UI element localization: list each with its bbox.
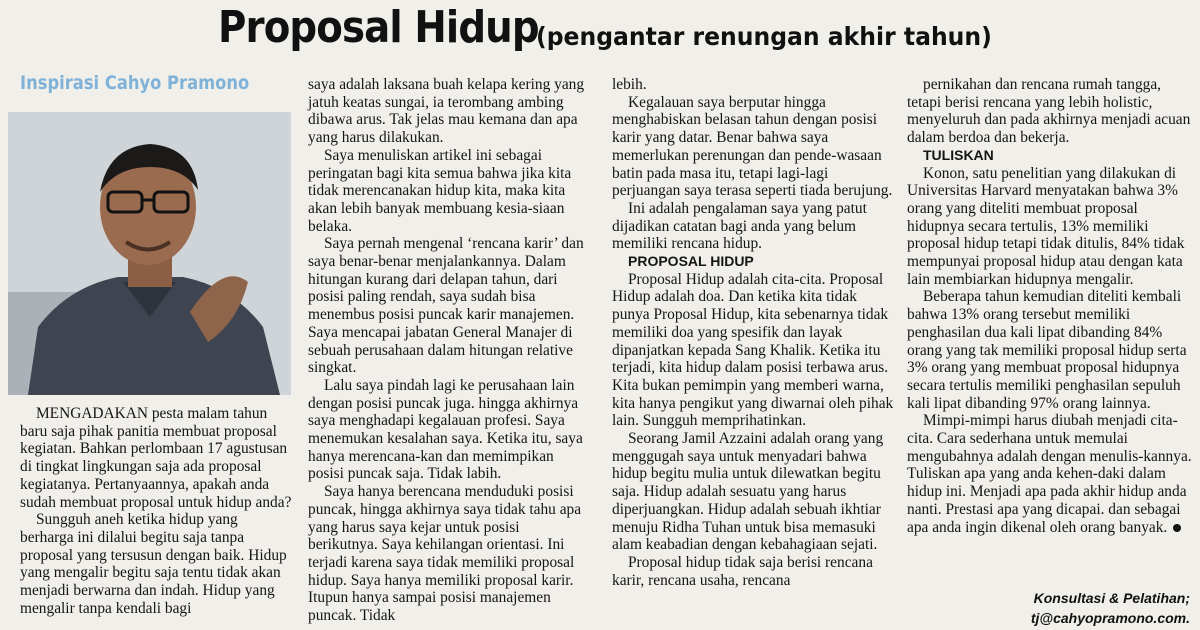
paragraph: Seorang Jamil Azzaini adalah orang yang menggugah saya untuk menyadari bahwa hidup begitu mulia untuk dilewatkan begitu saja. Hidup adalah sesuatu yang harus diperjuangkan. Hidup adalah sebuah ikhtiar menuju Ridha Tuhan untuk bisa memasuki alam keabadian dengan kebahagiaan sejati.	[612, 430, 884, 554]
paragraph: Saya hanya berencana menduduki posisi puncak, hingga akhirnya saya tidak tahu apa yang harus saya kejar untuk posisi berikutnya. Saya kehilangan orientasi. Ini terjadi karena saya tidak memiliki proposal hidup. Saya hanya memiliki proposal karir. Itupun hanya sampai posisi manajemen puncak. Tidak	[308, 483, 582, 625]
paragraph-last	[907, 412, 1192, 536]
column-2	[308, 76, 593, 625]
column-4	[907, 76, 1192, 536]
paragraph: Saya pernah mengenal ‘rencana karir’ dan saya benar-benar menjalankannya. Dalam hitungan kurang dari delapan tahun, dari posisi paling rendah, saya sudah bisa menembus posisi puncak karir manajemen. Saya mencapai jabatan General Manajer di sebuah perusahaan dalam hitungan relative singkat.	[308, 235, 584, 377]
column-kicker: Inspirasi Cahyo Pramono	[20, 72, 250, 94]
paragraph: Proposal Hidup adalah cita-cita. Proposal Hidup adalah doa. Dan ketika kita tidak punya Proposal Hidup, kita sebenarnya tidak memiliki doa yang spesifik dan layak dipanjatkan kepada Sang Khalik. Ketika itu terjadi, kita hidup dalam posisi terbawa arus. Kita bukan pemimpin yang memberi warna, kita hanya pengikut yang diwarnai oleh pihak lain. Sungguh memprihatinkan.	[612, 270, 894, 430]
footer-contact	[1031, 588, 1190, 628]
footer-email[interactable]: tj@cahyopramono.com.	[1030, 610, 1190, 626]
bleed-through-top-right	[990, 0, 1200, 58]
paragraph: Saya menuliskan artikel ini sebagai peringatan bagi kita semua bahwa jika kita tidak merencanakan hidup kita, maka kita akan lebih banyak membuang kesia-siaan belaka.	[308, 146, 572, 235]
column-1	[20, 405, 292, 617]
paragraph: Konon, satu penelitian yang dilakukan di Universitas Harvard menyatakan bahwa 3% orang yang diteliti membuat proposal hidupnya secara tertulis, 13% memiliki proposal hidup tetapi tidak ditulis, 84% tidak mempunyai proposal hidup atau dengan kata lain membiarkan hidupnya mengalir.	[907, 164, 1185, 288]
section-heading-tuliskan: TULISKAN	[923, 146, 994, 163]
paragraph: Kegalauan saya berputar hingga menghabiskan belasan tahun dengan posisi karir yang datar. Benar bahwa saya memerlukan perenungan dan pende-wasaan batin pada masa itu, tetapi lagi-lagi perjuangan saya terasa seperti tiada berujung.	[612, 93, 893, 200]
end-mark-icon	[1173, 524, 1181, 532]
footer-line-consultation: Konsultasi & Pelatihan;	[1033, 590, 1190, 606]
paragraph: Beberapa tahun kemudian diteliti kembali bahwa 13% orang tersebut memiliki penghasilan dua kali lipat dibanding 84% orang yang tak memiliki proposal hidup serta 3% orang yang membuat proposal hidupnya secara tertulis memiliki penghasilan sepuluh kali lipat dibanding 97% orang lainnya.	[907, 288, 1187, 412]
section-heading-proposal-hidup: PROPOSAL HIDUP	[628, 253, 754, 270]
column-3	[612, 76, 897, 589]
author-photo	[8, 112, 291, 395]
paragraph: pernikahan dan rencana rumah tangga, tetapi berisi rencana yang lebih holistic, menyeluruh dan pada akhirnya menjadi acuan dalam berdoa dan bekerja.	[907, 76, 1191, 147]
paragraph: Proposal hidup tidak saja berisi rencana karir, rencana usaha, rencana	[612, 553, 873, 589]
headline	[218, 2, 992, 53]
paragraph: Lalu saya pindah lagi ke perusahaan lain dengan posisi puncak juga. hingga akhirnya saya menghadapi kegalauan profesi. Saya menemukan kesalahan saya. Ketika itu, saya hanya merencana-kan dan memimpikan posisi puncak saja. Tidak labih.	[308, 376, 583, 483]
paragraph: saya adalah laksana buah kelapa kering yang jatuh keatas sungai, ia terombang ambing dibawa arus. Tak jelas mau kemana dan apa yang harus dilakukan.	[308, 76, 585, 147]
paragraph: Sungguh aneh ketika hidup yang berharga ini dilalui begitu saja tanpa proposal yang tersusun dengan baik. Hidup yang mengalir begitu saja tentu tidak akan menjadi berwarna dan indah. Hidup yang mengalir tanpa kendali bagi	[20, 511, 287, 617]
headline-title: Proposal Hidup	[218, 2, 539, 53]
paragraph: lebih.	[612, 76, 647, 93]
headline-subtitle: (pengantar renungan akhir tahun)	[536, 22, 992, 51]
author-portrait-image	[8, 112, 291, 395]
paragraph-text: Mimpi-mimpi harus diubah menjadi cita-cita. Cara sederhana untuk memulai mengubahnya adalah dengan menulis-kannya. Tuliskan apa yang anda kehen-daki dalam hidup ini. Menjadi apa pada akhir hidup anda nanti. Prestasi apa yang dicapai. dan sebagai apa anda ingin dikenal oleh orang banyak.	[907, 412, 1192, 536]
bleed-through-top-left	[0, 0, 205, 58]
paragraph: MENGADAKAN pesta malam tahun baru saja pihak panitia membuat proposal kegiatan. Bahkan perlombaan 17 agustusan di tingkat lingkungan saja ada proposal kegiatanya. Pertanyaannya, apakah anda sudah membuat proposal untuk hidup anda?	[20, 405, 292, 511]
paragraph: Ini adalah pengalaman saya yang patut dijadikan catatan bagi anda yang belum memiliki rencana hidup.	[612, 199, 867, 253]
